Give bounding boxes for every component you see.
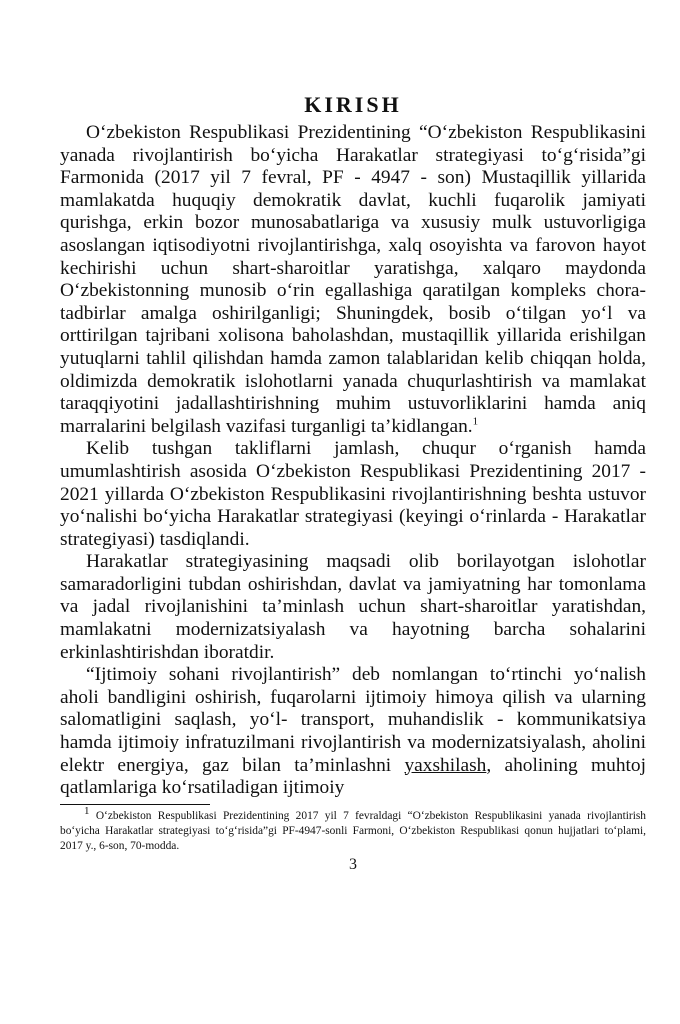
paragraph-1-text: O‘zbekiston Respublikasi Prezidentining “O‘zbekiston Respublikasini yanada rivojlantirish bo‘yicha Harakatlar strategiyasi to‘g‘risida”gi Farmonida (2017 yil 7 fevral, PF - 4947 - son) Mustaqillik yillarida mamlakatda huquqiy demokratik davlat, kuchli fuqarolik jamiyati qurishga, erkin bozor munosabatlariga va xususiy mulk ustuvorligiga asoslangan iqtisodiyotni rivojlantirishga, xalq osoyishta va farovon hayot kechirishi uchun shart-sharoitlar yaratishga, xalqaro maydonda O‘zbekistonning munosib o‘rin egallashiga qaratilgan kompleks chora-tadbirlar amalga oshirilganligi; Shuningdek, bosib o‘tilgan yo‘l va orttirilgan tajribani xolisona baholashdan, mustaqillik yillarida erishilgan yutuqlarni tahlil qilishdan hamda zamon talablaridan kelib chiqqan holda, oldimizda demokratik islohotlarni yanada chuqurlashtirish va mamlakat taraqqiyotini jadallashtirishning muhim ustuvorliklarini hamda aniq marralarini belgilash vazifasi turganligi ta’kidlangan.: [60, 122, 646, 437]
page-title: KIRISH: [304, 92, 402, 117]
paragraph-4-underlined-word: yaxshilash: [404, 754, 487, 776]
paragraph-4-text-before: “Ijtimoiy sohani rivojlantirish” deb nomlangan to‘rtinchi yo‘nalish aholi bandligini oshirish, fuqarolarni ijtimoiy himoya qilish va ularning salomatligini saqlash, yo‘l- transport, muhandislik - kommunikatsiya hamda ijtimoiy infratuzilmani rivojlantirish va modernizatsiyalash, aholini elektr energiya, gaz bilan ta’minlashni: [60, 664, 646, 776]
footnote-divider: [60, 804, 210, 805]
paragraph-2: Kelib tushgan takliflarni jamlash, chuqur o‘rganish hamda umumlashtirish asosida O‘zbekiston Respublikasi Prezidentining 2017 - 2021 yillarda O‘zbekiston Respublikasini rivojlantirishning beshta ustuvor yo‘nalishi bo‘yicha Harakatlar strategiyasi (keyingi o‘rinlarda - Harakatlar strategiyasi) tasdiqlandi.: [60, 438, 646, 550]
footnote-reference: 1: [472, 415, 479, 428]
footnote-text: O‘zbekiston Respublikasi Prezidentining 2017 yil 7 fevraldagi “O‘zbekiston Respublikasini yanada rivojlantirish bo‘yicha Harakatlar strategiyasi to‘g‘risida”gi PF-4947-sonli Farmoni, O‘zbekiston Respublikasi qonun hujjatlari to‘plami, 2017 y., 6-son, 70-modda.: [60, 809, 646, 852]
document-page: [60, 92, 646, 874]
paragraph-4-text-after: , aholining muhtoj qatlamlariga ko‘rsatiladigan ijtimoiy: [60, 754, 646, 799]
paragraph-3: Harakatlar strategiyasining maqsadi olib borilayotgan islohotlar samaradorligini tubdan oshirishdan, davlat va jamiyatning har tomonlama va jadal rivojlanishini ta’minlash uchun shart-sharoitlar yaratishdan, mamlakatni modernizatsiyalash va hayotning barcha sohalarini erkinlashtirishdan iboratdir.: [60, 551, 646, 663]
paragraph-1: [60, 122, 646, 438]
footnote-number: 1: [84, 805, 90, 818]
footnote: [60, 805, 646, 854]
paragraph-4: [60, 664, 646, 800]
page-number: 3: [349, 855, 357, 873]
